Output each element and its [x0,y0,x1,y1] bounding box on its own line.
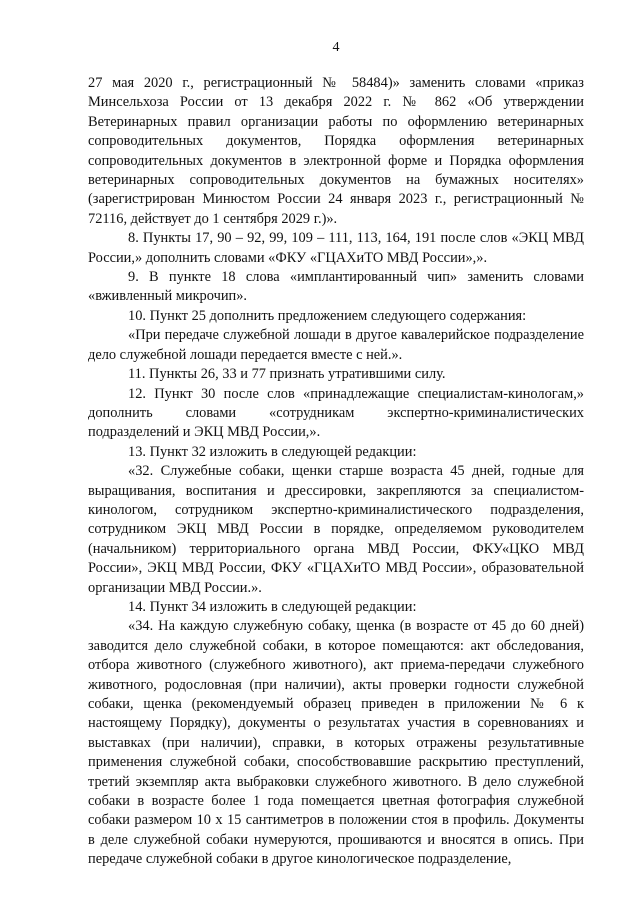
paragraph-item-14-quote: «34. На каждую служебную собаку, щенка (в возрасте от 45 до 60 дней) заводится дело служебной собаки, в которое помещаются: акт обследования, отбора животного (служебного животного), акт приема-передачи служебного животного, родословная (при наличии), акты проверки годности служебной собаки, щенка (рекомендуемый образец приведен в приложении № 6 к настоящему Порядку), документы о результатах участия в соревнованиях и выставках (при наличии), справки, в которых отражены результативные применения служебной собаки, способствовавшие раскрытию преступлений, третий экземпляр акта выбраковки служебного животного. В дело служебной собаки в возрасте более 1 года помещается цветная фотография служебной собаки размером 10 х 15 сантиметров в положении стоя в профиль. Документы в деле служебной собаки нумеруются, прошиваются и вносятся в опись. При передаче служебной собаки в другое кинологическое подразделение, [88,618,584,868]
page-number: 4 [332,40,340,55]
paragraph-item-13: 13. Пункт 32 изложить в следующей редакции: [128,443,417,460]
paragraph-item-11: 11. Пункты 26, 33 и 77 признать утратившими силу. [128,366,446,383]
paragraph-item-12: 12. Пункт 30 после слов «принадлежащие специалистам-кинологам,» дополнить словами «сотрудникам экспертно-криминалистических подразделений и ЭКЦ МВД России,». [88,385,584,441]
paragraph-item-13-quote: «32. Служебные собаки, щенки старше возраста 45 дней, годные для выращивания, воспитания и дрессировки, закрепляются за специалистом-кинологом, сотрудником экспертно-криминалистического подразделения, сотрудником ЭКЦ МВД России в порядке, определяемом руководителем (начальником) территориального органа МВД России, ФКУ«ЦКО МВД России», ЭКЦ МВД России, ФКУ «ГЦАХиТО МВД России», образовательной организации МВД России.». [88,463,584,596]
paragraph-item-8: 8. Пункты 17, 90 – 92, 99, 109 – 111, 113, 164, 191 после слов «ЭКЦ МВД России,» дополнить словами «ФКУ «ГЦАХиТО МВД России»,». [88,230,584,266]
paragraph-item-10: 10. Пункт 25 дополнить предложением следующего содержания: [128,307,527,324]
paragraph-item-10-quote: «При передаче служебной лошади в другое кавалерийское подразделение дело служебной лошади передается вместе с ней.». [88,327,584,363]
paragraph-item-14: 14. Пункт 34 изложить в следующей редакции: [128,598,417,615]
paragraph-item-9: 9. В пункте 18 слова «имплантированный чип» заменить словами «вживленный микрочип». [88,269,584,305]
paragraph-continuation: 27 мая 2020 г., регистрационный № 58484)» заменить словами «приказ Минсельхоза России от 13 декабря 2022 г. № 862 «Об утверждении Ветеринарных правил организации работы по оформлению ветеринарных сопроводительных документов, Порядка оформления ветеринарных сопроводительных документов в электронной форме и Порядка оформления ветеринарных сопроводительных документов на бумажных носителях» (зарегистрирован Минюстом России 24 января 2023 г., регистрационный № 72116, действует до 1 сентября 2029 г.)». [88,75,584,227]
